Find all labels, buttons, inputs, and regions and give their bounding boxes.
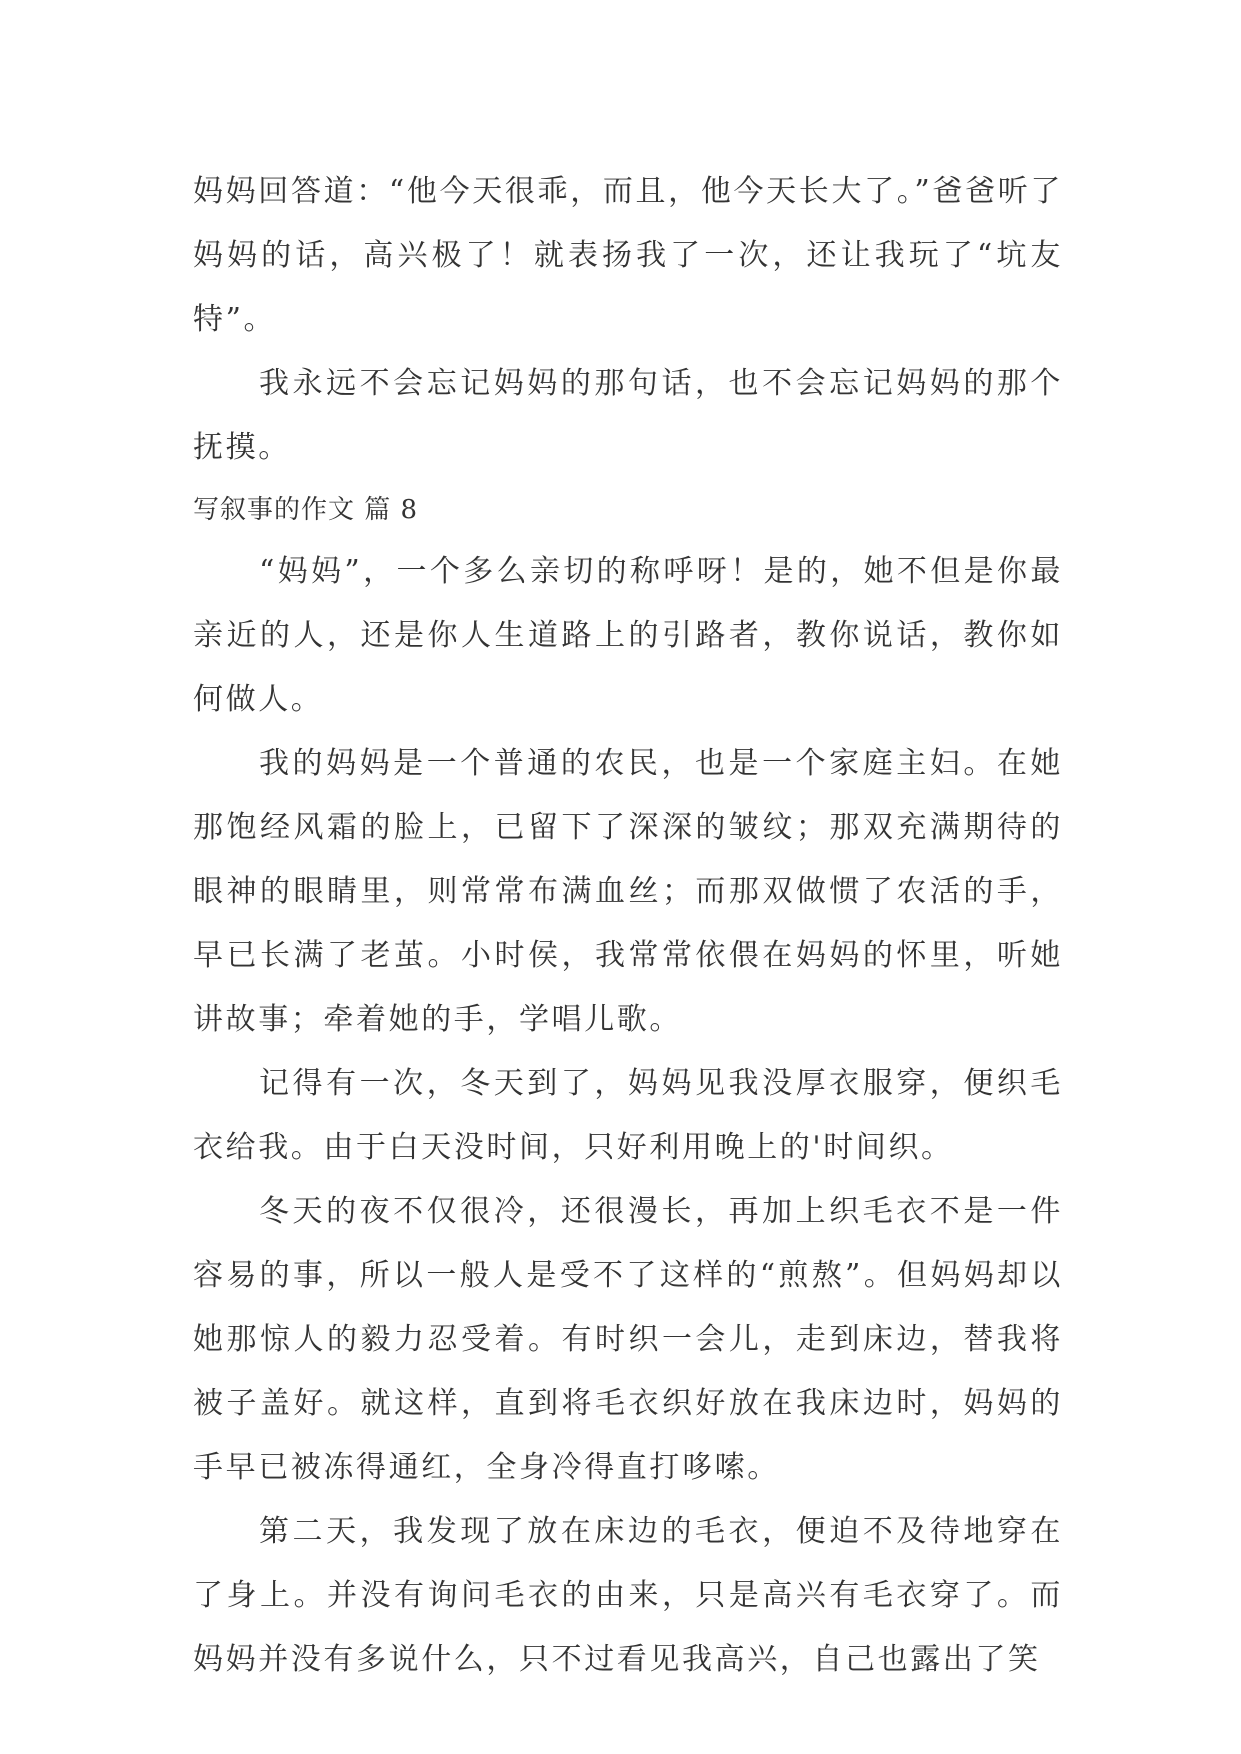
section-heading: 写叙事的作文 篇 8 [193,495,419,525]
paragraph-2: 我永远不会忘记妈妈的那句话，也不会忘记妈妈的那个抚摸。 [193,366,1063,465]
paragraph-1: 妈妈回答道：“他今天很乖，而且，他今天长大了。”爸爸听了妈妈的话，高兴极了！就表扬我了一次，还让我玩了“坑友特”。 [193,174,1063,337]
document-body [193,160,1063,1692]
section-paragraph-5: 第二天，我发现了放在床边的毛衣，便迫不及待地穿在了身上。并没有询问毛衣的由来，只是高兴有毛衣穿了。而妈妈并没有多说什么，只不过看见我高兴，自己也露出了笑 [193,1514,1063,1677]
section-paragraph-3: 记得有一次，冬天到了，妈妈见我没厚衣服穿，便织毛衣给我。由于白天没时间，只好利用晚上的'时间织。 [193,1066,1063,1165]
section-paragraph-1: “妈妈”，一个多么亲切的称呼呀！是的，她不但是你最亲近的人，还是你人生道路上的引路者，教你说话，教你如何做人。 [193,554,1063,717]
section-paragraph-2: 我的妈妈是一个普通的农民，也是一个家庭主妇。在她那饱经风霜的脸上，已留下了深深的皱纹；那双充满期待的眼神的眼睛里，则常常布满血丝；而那双做惯了农活的手，早已长满了老茧。小时侯，我常常依偎在妈妈的怀里，听她讲故事；牵着她的手，学唱儿歌。 [193,746,1063,1037]
section-paragraph-4: 冬天的夜不仅很冷，还很漫长，再加上织毛衣不是一件容易的事，所以一般人是受不了这样的“煎熬”。但妈妈却以她那惊人的毅力忍受着。有时织一会儿，走到床边，替我将被子盖好。就这样，直到将毛衣织好放在我床边时，妈妈的手早已被冻得通红，全身冷得直打哆嗦。 [193,1194,1063,1485]
